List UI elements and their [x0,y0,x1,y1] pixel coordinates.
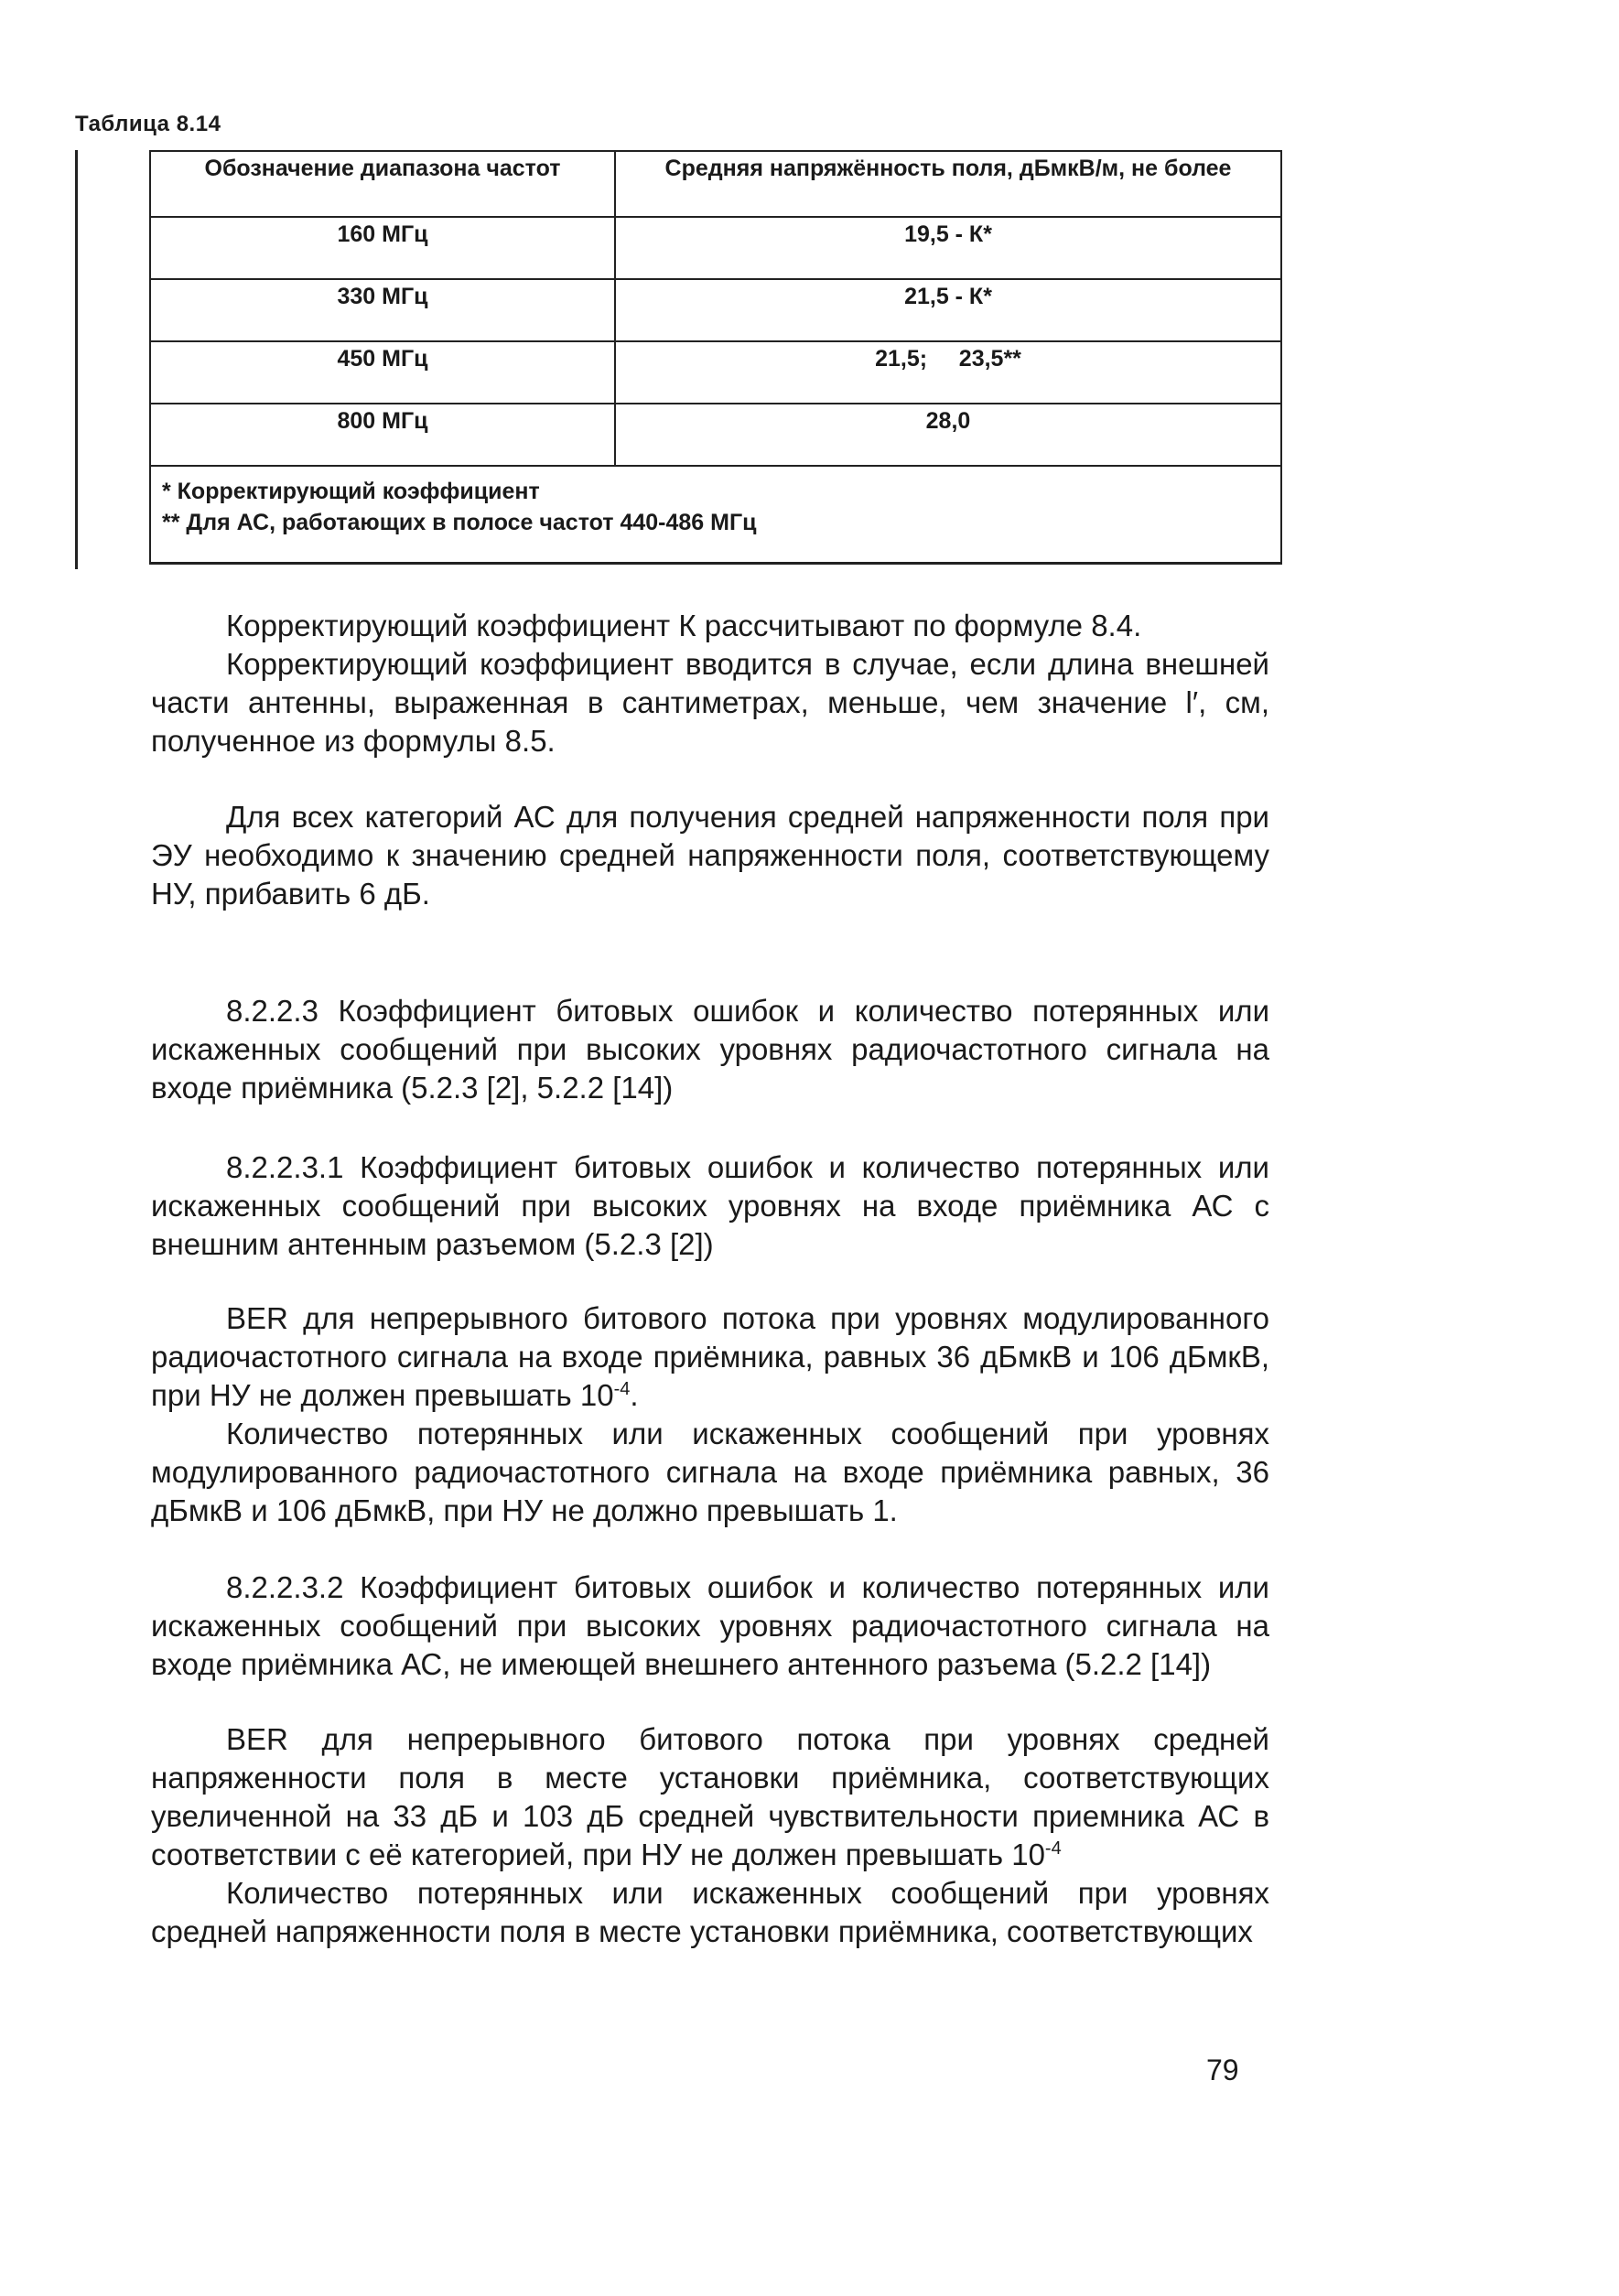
band-cell: 450 МГц [150,341,615,404]
header-band: Обозначение диапазона частот [150,151,615,217]
table-row [150,341,1281,404]
paragraph [151,1720,1269,1874]
band-cell: 800 МГц [150,404,615,466]
section-heading-paragraph: 8.2.2.3.1 Коэффициент битовых ошибок и количество потерянных или искаженных сообщений при высоких уровнях на входе приёмника АС с внешним антенным разъемом (5.2.3 [2]) [151,1150,1269,1261]
table-row [150,279,1281,341]
table-notes-row [150,466,1281,564]
paragraph: Корректирующий коэффициент К рассчитывают по формуле 8.4. [226,609,1142,642]
value-cell: 21,5 - К* [615,279,1281,341]
value-cell: 19,5 - К* [615,217,1281,279]
band-cell: 160 МГц [150,217,615,279]
body-text-block-3 [151,1299,1269,1530]
table-note: ** Для АС, работающих в полосе частот 440-486 МГц [162,510,757,535]
body-text-block-2 [151,798,1269,913]
value-cell: 21,5; 23,5** [615,341,1281,404]
band-cell: 330 МГц [150,279,615,341]
paragraph: Количество потерянных или искаженных сообщений при уровнях модулированного радиочастотного сигнала на входе приёмника равных, 36 дБмкВ и 106 дБмкВ, при НУ не должно превышать 1. [151,1417,1269,1527]
table-notes [150,466,1281,564]
paragraph: Для всех категорий АС для получения средней напряженности поля при ЭУ необходимо к значению средней напряженности поля, соответствующему НУ, прибавить 6 дБ. [151,800,1269,911]
section-heading-paragraph: 8.2.2.3 Коэффициент битовых ошибок и количество потерянных или искаженных сообщений при высоких уровнях радиочастотного сигнала на входе приёмника (5.2.3 [2], 5.2.2 [14]) [151,994,1269,1105]
paragraph [151,1299,1269,1415]
table-caption: Таблица 8.14 [75,112,221,136]
body-text-block-4 [151,1720,1269,1951]
frequency-table [149,150,1282,565]
section-8-2-2-3 [151,992,1269,1107]
exponent: -4 [613,1379,631,1399]
table-row [150,404,1281,466]
section-8-2-2-3-2 [151,1568,1269,1684]
table-container [75,150,1282,569]
paragraph: Количество потерянных или искаженных сообщений при уровнях средней напряженности поля в месте установки приёмника, соответствующих [151,1876,1269,1948]
table-header-row [150,151,1281,217]
page-number: 79 [1206,2053,1239,2086]
period: . [630,1378,639,1412]
header-field-strength: Средняя напряжённость поля, дБмкВ/м, не более [615,151,1281,217]
ber-text: BER для непрерывного битового потока при уровнях модулированного радиочастотного сигнала на входе приёмника, равных 36 дБмкВ и 106 дБмкВ, при НУ не должен превышать 10 [151,1301,1269,1412]
table-note: * Корректирующий коэффициент [162,479,540,504]
ber-text: BER для непрерывного битового потока при уровнях средней напряженности поля в месте установки приёмника, соответствующих увеличенной на 33 дБ и 103 дБ средней чувствительности приемника АС в соответствии с её категорией, при НУ не должен превышать 10 [151,1722,1269,1871]
value-cell: 28,0 [615,404,1281,466]
section-8-2-2-3-1 [151,1148,1269,1264]
section-heading-paragraph: 8.2.2.3.2 Коэффициент битовых ошибок и количество потерянных или искаженных сообщений при высоких уровнях радиочастотного сигнала на входе приёмника АС, не имеющей внешнего антенного разъема (5.2.2 [14]) [151,1570,1269,1681]
paragraph: Корректирующий коэффициент вводится в случае, если длина внешней части антенны, выраженная в сантиметрах, меньше, чем значение l′, см, полученное из формулы 8.5. [151,647,1269,758]
body-text-block-1 [151,607,1269,760]
table-row [150,217,1281,279]
exponent: -4 [1044,1838,1062,1859]
